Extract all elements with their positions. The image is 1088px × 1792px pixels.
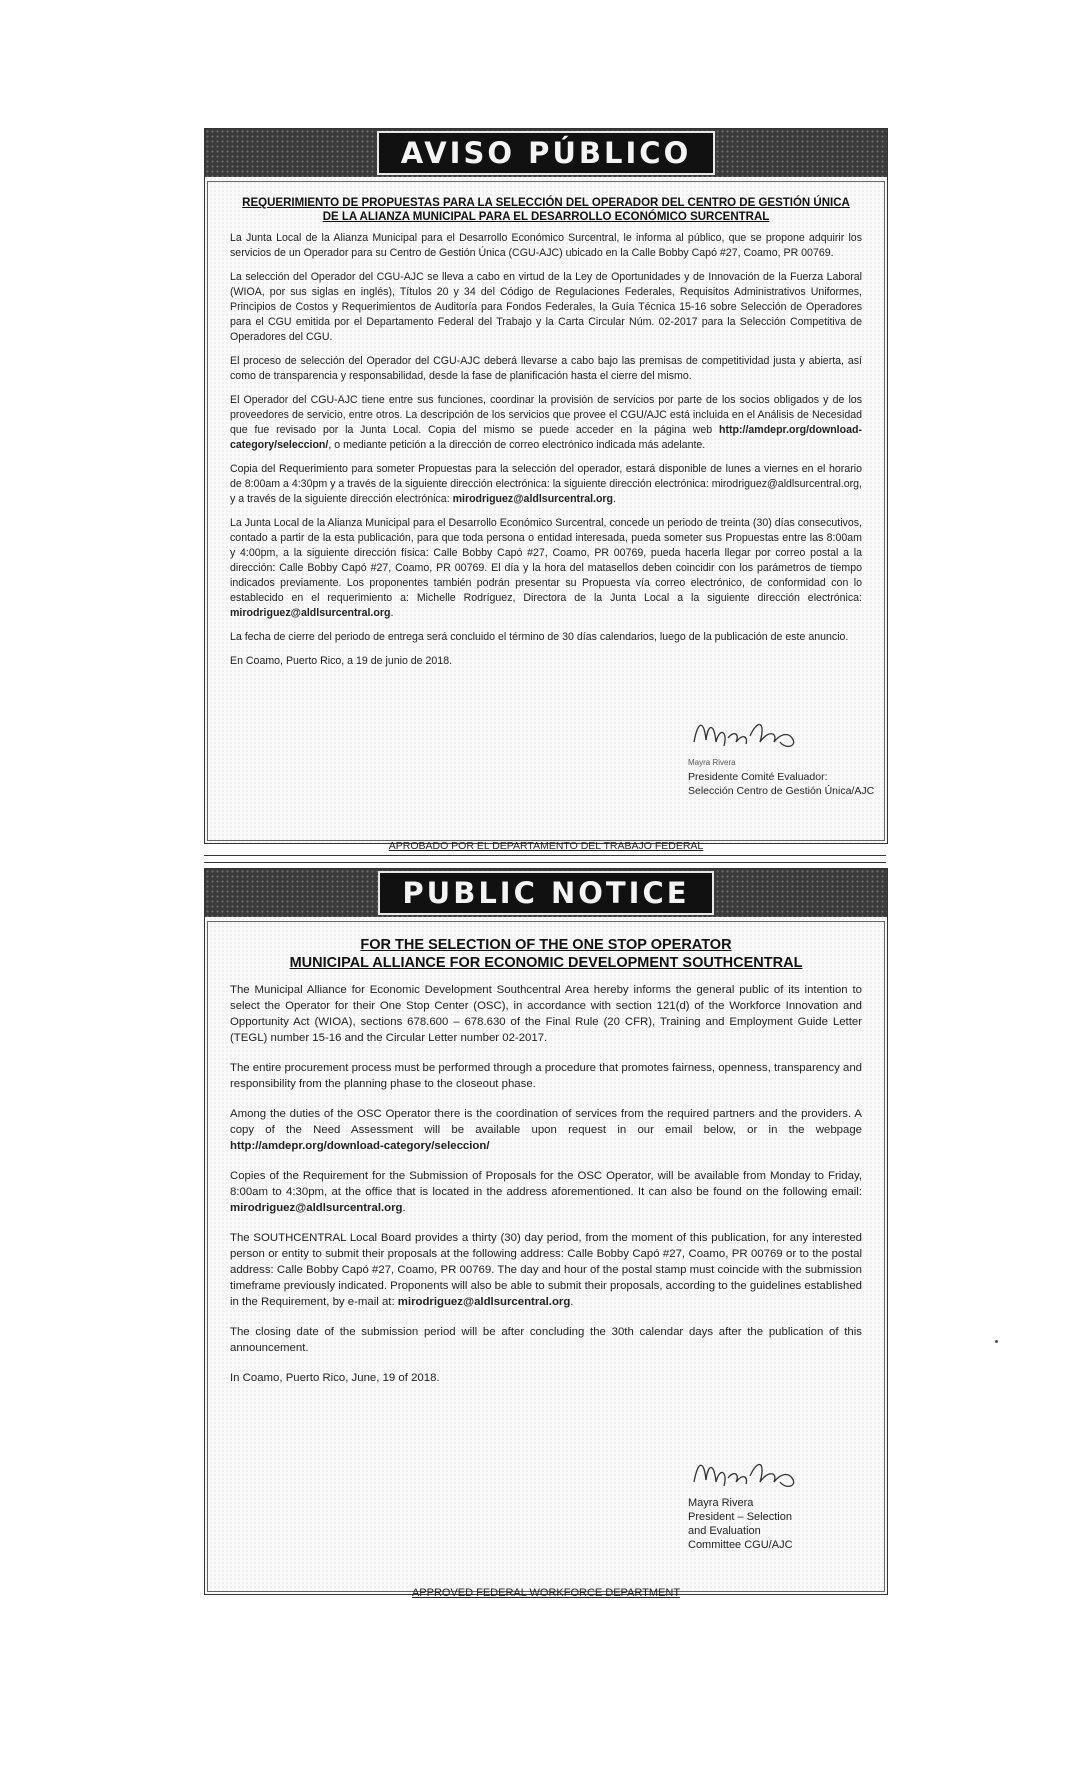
public-notice-banner <box>205 869 887 917</box>
paragraph-text: The SOUTHCENTRAL Local Board provides a thirty (30) day period, from the moment of this publication, for any interested person or entity to submit their proposals at the following address: Calle Bobby Capó #27, Coamo, PR 00769 or to the postal address: Calle Bobby Capó #27, Coamo, PR 00769. The day and hour of the postal stamp must coincide with the submission timeframe previously indicated. Proponents will also be able to submit their proposals, according to the guidelines established in the Requirement, by e-mail at: <box>230 1232 862 1309</box>
aviso-publico-notice <box>204 128 888 852</box>
paragraph: La fecha de cierre del periodo de entrega será concluido el término de 30 días calendarios, luego de la publicación de este anuncio. <box>230 630 849 643</box>
paragraph-text: Copies of the Requirement for the Submission of Proposals for the OSC Operator, will be available from Monday to Friday, 8:00am to 4:30pm, at the office that is located in the address aforementioned. It can also be found on the following email: <box>230 1170 862 1199</box>
heading-line-1: REQUERIMIENTO DE PROPUESTAS PARA LA SELECCIÓN DEL OPERADOR DEL CENTRO DE GESTIÓN ÚNICA <box>242 197 850 209</box>
paragraph <box>230 1168 862 1216</box>
paragraph-text: . <box>402 1202 406 1215</box>
paragraph-text: Copia del Requerimiento para someter Propuestas para la selección del operador, estará disponible de lunes a viernes en el horario de 8:00am a 4:30pm y a través de la siguiente dirección electrónica: la siguiente dirección electrónica: mirodriguez@aldlsurcentral.org, y a través de la siguiente dirección electrónica: <box>230 462 862 505</box>
heading-line-2: DE LA ALIANZA MUNICIPAL PARA EL DESARROLLO ECONÓMICO SURCENTRAL <box>322 211 770 224</box>
paragraph-text: , o mediante petición a la dirección de correo electrónico indicada más adelante. <box>328 438 706 451</box>
aviso-publico-title: AVISO PÚBLICO <box>377 131 715 175</box>
paragraph <box>230 462 862 507</box>
paragraph: The entire procurement process must be performed through a procedure that promotes fairness, openness, transparency and responsibility from the planning phase to the closeout phase. <box>230 1062 862 1091</box>
heading-line-1: FOR THE SELECTION OF THE ONE STOP OPERATOR <box>360 937 732 953</box>
paragraph-text: El Operador del CGU-AJC tiene entre sus funciones, coordinar la provisión de servicios por parte de los socios obligados y de los proveedores de servicio, entre otros. La descripción de los servicios que provee el CGU/AJC está incluida en el Análisis de Necesidad que fue revisado por la Junta Local. Copia del mismo se puede acceder en la página web <box>230 393 862 436</box>
paragraph-text: . <box>613 492 616 505</box>
signer-title: Presidente Comité Evaluador: <box>688 771 828 783</box>
signer-name: Mayra Rivera <box>688 1497 754 1509</box>
email-link[interactable]: mirodriguez@aldlsurcentral.org <box>452 492 614 505</box>
paragraph <box>230 1106 862 1154</box>
heading-line-2: MUNICIPAL ALLIANCE FOR ECONOMIC DEVELOPMENT SOUTHCENTRAL <box>289 955 803 972</box>
aviso-publico-heading <box>228 196 864 225</box>
email-link[interactable]: mirodriguez@aldlsurcentral.org <box>230 1202 403 1215</box>
notice-divider <box>204 855 886 863</box>
web-link[interactable]: http://amdepr.org/download-category/seleccion/ <box>230 1140 490 1153</box>
signature-block <box>688 1452 808 1552</box>
paragraph: The Municipal Alliance for Economic Development Southcentral Area hereby informs the general public of its intention to select the Operator for their One Stop Center (OSC), in accordance with section 121(d) of the Workforce Innovation and Opportunity Act (WIOA), sections 678.600 – 678.630 of the Final Rule (20 CFR), Training and Employment Guide Letter (TEGL) number 15-16 and the Circular Letter number 02-2017. <box>230 984 862 1045</box>
email-link[interactable]: mirodriguez@aldlsurcentral.org <box>230 606 391 619</box>
paragraph: The closing date of the submission period will be after concluding the 30th calendar days after the publication of this announcement. <box>230 1326 862 1355</box>
paragraph: La Junta Local de la Alianza Municipal para el Desarrollo Económico Surcentral, le informa al público, que se propone adquirir los servicios de un Operador para su Centro de Gestión Única (CGU-AJC) ubicado en la Calle Bobby Capó #27, Coamo, PR 00769. <box>230 231 862 259</box>
handwritten-signature-icon <box>688 1452 808 1494</box>
web-link[interactable]: http://amdepr.org/download-category/seleccion/ <box>230 423 862 451</box>
approval-note: APPROVED FEDERAL WORKFORCE DEPARTMENT <box>411 1587 681 1599</box>
public-notice-heading <box>228 936 864 972</box>
scan-speck <box>995 1340 998 1343</box>
signer-title: Committee CGU/AJC <box>688 1539 793 1551</box>
paragraph <box>230 516 862 621</box>
public-notice-title: PUBLIC NOTICE <box>378 871 713 915</box>
signer-title: President – Selection <box>688 1511 792 1523</box>
paragraph-text: . <box>570 1296 574 1309</box>
aviso-publico-body <box>207 181 885 852</box>
signature-block <box>688 712 874 798</box>
signer-title: and Evaluation <box>688 1525 761 1537</box>
paragraph: La selección del Operador del CGU-AJC se lleva a cabo en virtud de la Ley de Oportunidades y de Innovación de la Fuerza Laboral (WIOA, por sus siglas en inglés), Títulos 20 y 34 del Código de Regulaciones Federales, Requisitos Administrativos Uniformes, Principios de Costos y Requerimientos de Auditoría para Fondos Federales, la Guía Técnica 15-16 sobre Selección de Operadores para el CGU emitida por el Departamento Federal del Trabajo y la Carta Circular Núm. 02-2017 para la Selección Competitiva de Operadores del CGU. <box>230 270 862 343</box>
date-line: En Coamo, Puerto Rico, a 19 de junio de 2018. <box>230 654 453 667</box>
signer-title: Selección Centro de Gestión Única/AJC <box>688 785 875 797</box>
public-notice <box>204 868 888 1599</box>
paragraph <box>230 393 862 453</box>
aviso-publico-banner <box>205 129 887 177</box>
paragraph-text: . <box>390 606 394 619</box>
date-line: In Coamo, Puerto Rico, June, 19 of 2018. <box>230 1372 440 1385</box>
email-link[interactable]: mirodriguez@aldlsurcentral.org <box>397 1296 571 1309</box>
paragraph <box>230 1230 862 1310</box>
handwritten-signature-icon <box>688 712 808 754</box>
paragraph-text: Among the duties of the OSC Operator there is the coordination of services from the required partners and the providers. A copy of the Need Assessment will be available upon request in our email below, or in the webpage <box>230 1108 862 1137</box>
paragraph-text: La Junta Local de la Alianza Municipal para el Desarrollo Económico Surcentral, concede un periodo de treinta (30) días consecutivos, contado a partir de la esta publicación, para que toda persona o entidad interesada, pueda someter sus Propuestas entre las 8:00am y 4:00pm, a la siguiente dirección física: Calle Bobby Capó #27, Coamo, PR 00769, pueda hacerla llegar por correo postal a la dirección: Calle Bobby Capó #27, Coamo, PR 00769. El día y la hora del matasellos deben coincidir con los parámetros de tiempo indicados previamente. Los proponentes también podrán presentar su Propuesta vía correo electrónico, de conformidad con lo establecido en el requerimiento a: Michelle Rodríguez, Directora de la Junta Local a la siguiente dirección electrónica: <box>230 516 862 604</box>
approval-note: APROBADO POR EL DEPARTAMENTO DEL TRABAJO FEDERAL <box>388 840 704 852</box>
paragraph: El proceso de selección del Operador del CGU-AJC deberá llevarse a cabo bajo las premisas de competitividad justa y abierta, así como de transparencia y responsabilidad, desde la fase de planificación hasta el cierre del mismo. <box>230 354 862 382</box>
public-notice-body <box>207 921 885 1599</box>
signer-name: Mayra Rivera <box>688 758 736 767</box>
